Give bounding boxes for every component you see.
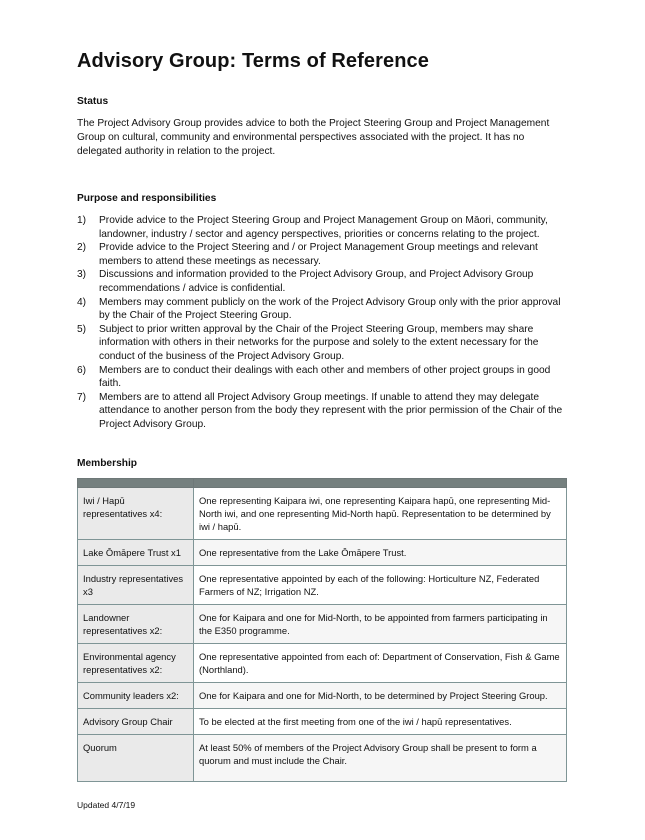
list-item-number: 1) [77, 215, 87, 226]
list-item-text: Provide advice to the Project Steering Group and Project Management Group on Māori, community, landowner, industry / sector and agency perspectives, priorities or concerns relating to the project. [99, 215, 548, 240]
table-row [78, 644, 567, 683]
list-item-text: Members may comment publicly on the work of the Project Advisory Group only with the prior approval by the Chair of the Project Steering Group. [99, 296, 561, 322]
table-row [78, 709, 567, 735]
member-description: One representative appointed from each of: Department of Conservation, Fish & Game (Northland). [194, 644, 567, 683]
table-row [78, 540, 567, 566]
table-row [78, 605, 567, 644]
table-header-cell [78, 479, 194, 488]
list-item [77, 241, 569, 268]
member-category: Quorum [78, 735, 194, 782]
list-item [77, 268, 569, 295]
member-description: One representative appointed by each of the following: Horticulture NZ, Federated Farmers of NZ; Irrigation NZ. [194, 566, 567, 605]
purpose-list [77, 214, 569, 432]
list-item-text: Discussions and information provided to the Project Advisory Group, and Project Advisory Group recommendations / advice is confidential. [99, 269, 534, 294]
list-item [77, 214, 569, 241]
list-item [77, 364, 569, 391]
list-item-number: 6) [77, 364, 87, 376]
table-row [78, 735, 567, 782]
list-item-number: 2) [77, 242, 87, 254]
list-item-text: Subject to prior written approval by the Chair of the Project Steering Group, members may share information with others in their networks for the purpose and solely to the extent necessary for the conduct of the business of the Project Advisory Group. [99, 323, 539, 362]
member-category: Lake Ōmāpere Trust x1 [78, 540, 194, 566]
member-description: At least 50% of members of the Project Advisory Group shall be present to form a quorum and must include the Chair. [194, 735, 567, 782]
member-category: Industry representatives x3 [78, 566, 194, 605]
table-row [78, 566, 567, 605]
list-item [77, 323, 569, 364]
member-category: Iwi / Hapū representatives x4: [78, 488, 194, 540]
member-category: Community leaders x2: [78, 683, 194, 709]
updated-date: Updated 4/7/19 [77, 800, 136, 810]
membership-heading: Membership [77, 458, 138, 469]
page-title: Advisory Group: Terms of Reference [77, 50, 430, 72]
purpose-heading: Purpose and responsibilities [77, 193, 217, 204]
member-description: One for Kaipara and one for Mid-North, to be determined by Project Steering Group. [194, 683, 567, 709]
table-row [78, 488, 567, 540]
list-item [77, 296, 569, 323]
list-item [77, 391, 569, 432]
member-description: To be elected at the first meeting from one of the iwi / hapū representatives. [194, 709, 567, 735]
status-heading: Status [77, 96, 109, 107]
table-row [78, 683, 567, 709]
table-header-cell [194, 479, 567, 488]
list-item-number: 7) [77, 391, 87, 403]
list-item-number: 3) [77, 269, 87, 281]
member-category: Advisory Group Chair [78, 709, 194, 735]
list-item-number: 4) [77, 296, 87, 308]
membership-table [77, 478, 567, 782]
status-paragraph: The Project Advisory Group provides advice to both the Project Steering Group and Project Management Group on cultural, community and environmental perspectives associated with the project. It has no delegated authority in relation to the project. [77, 118, 550, 157]
list-item-number: 5) [77, 323, 87, 335]
member-category: Landowner representatives x2: [78, 605, 194, 644]
member-description: One representative from the Lake Ōmāpere Trust. [194, 540, 567, 566]
member-category: Environmental agency representatives x2: [78, 644, 194, 683]
list-item-text: Members are to attend all Project Advisory Group meetings. If unable to attend they may delegate attendance to another person from the body they represent with the prior permission of the Chair of the Project Advisory Group. [99, 391, 563, 430]
list-item-text: Provide advice to the Project Steering and / or Project Management Group meetings and relevant members to attend these meetings as necessary. [99, 242, 538, 267]
member-description: One for Kaipara and one for Mid-North, to be appointed from farmers participating in the E350 programme. [194, 605, 567, 644]
list-item-text: Members are to conduct their dealings with each other and members of other project groups in good faith. [99, 364, 551, 390]
member-description: One representing Kaipara iwi, one representing Kaipara hapū, one representing Mid-North iwi, and one representing Mid-North hapū. Representation to be determined by iwi / hapū. [194, 488, 567, 540]
table-header-row [78, 479, 567, 488]
